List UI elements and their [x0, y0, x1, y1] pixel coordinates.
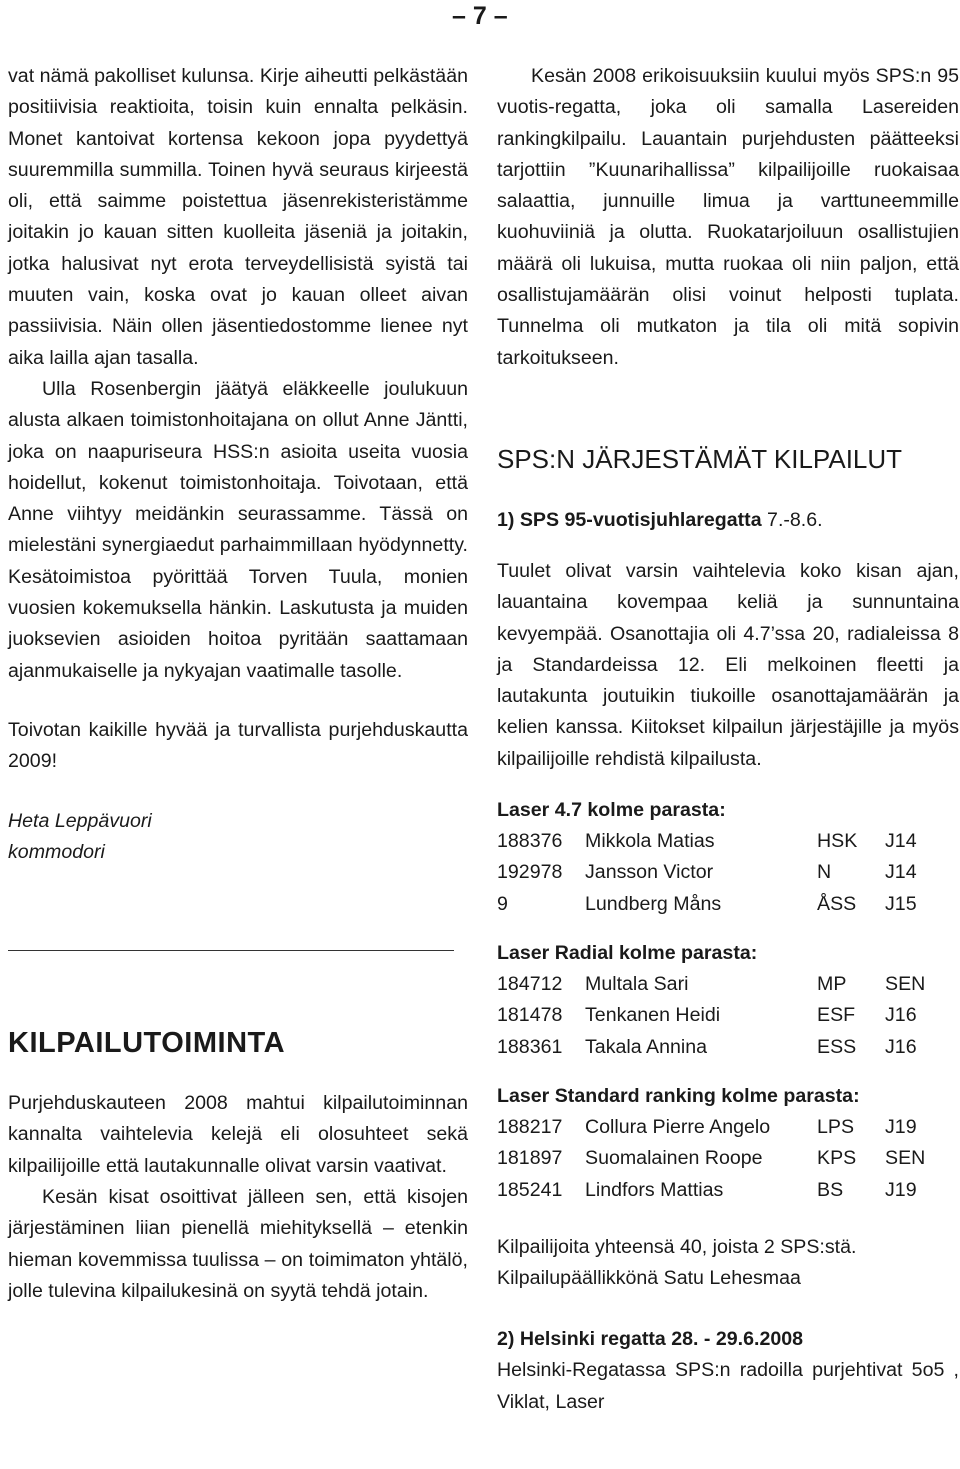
class: J16 [885, 1035, 917, 1058]
club: MP [817, 973, 847, 996]
club: ESS [817, 1035, 857, 1058]
results-block [497, 938, 959, 1063]
sail-number: 192978 [497, 861, 563, 884]
class: SEN [885, 973, 926, 996]
signature-name: Heta Leppävuori [8, 809, 152, 832]
sailor-name: Multala Sari [585, 973, 689, 996]
table-row [497, 1000, 925, 1031]
class: J15 [885, 892, 917, 915]
class: J19 [885, 1178, 917, 1201]
results-title: Laser 4.7 kolme parasta: [497, 799, 726, 822]
section-heading: SPS:N JÄRJESTÄMÄT KILPAILUT [497, 443, 903, 474]
table-row [497, 1143, 925, 1174]
class: J14 [885, 830, 917, 853]
club: ESF [817, 1004, 856, 1027]
summary-line: Kilpailijoita yhteensä 40, joista 2 SPS:stä. [497, 1235, 857, 1258]
paragraph: Ulla Rosenbergin jäätyä eläkkeelle joulukuun alusta alkaen toimistonhoitajana on ollut Anne Jäntti, joka on naapuriseura HSS:n asioita useita vuosia hoidellut, kokenut toimistonhoitaja. Toivotaan, että Anne viihtyy meidänkin seurassamme. Tässä on mielestäni synergiaedut parhaimmillaan hyödynnetty. Kesätoimistoa pyörittää Torven Tuula, monien vuosien kokemuksella hänkin. Laskutusta ja muiden juoksevien asioiden hoitoa pyritään saattamaan ajanmukaiselle ja nykyajan vaatimalle tasolle. [8, 377, 468, 682]
club: ÅSS [817, 892, 857, 915]
closing-wish: Toivotan kaikille hyvää ja turvallista purjehduskautta 2009! [8, 718, 468, 773]
class: J16 [885, 1004, 917, 1027]
summary-line: Kilpailupäällikkönä Satu Lehesmaa [497, 1267, 801, 1290]
table-row [497, 857, 917, 888]
sail-number: 9 [497, 892, 508, 915]
results-title: Laser Radial kolme parasta: [497, 941, 758, 964]
sailor-name: Tenkanen Heidi [585, 1004, 721, 1027]
results-table [497, 826, 917, 920]
event-title: 2) Helsinki regatta 28. - 29.6.2008 [497, 1328, 804, 1351]
section-divider [8, 950, 454, 951]
sail-number: 185241 [497, 1178, 563, 1201]
club: KPS [817, 1147, 857, 1170]
sailor-name: Jansson Victor [585, 861, 714, 884]
event-description: Helsinki-Regatassa SPS:n radoilla purjehtivat 5o5 , Viklat, Laser [497, 1359, 959, 1413]
paragraph: Kesän kisat osoittivat jälleen sen, että kisojen järjestäminen liian pienellä miehityksellä – etenkin hieman kovemmissa tuulissa – on toimimaton yhtälö, jolle tulevina kilpailukesinä on syytä tehdä jotain. [8, 1186, 468, 1302]
event-date: 7.-8.6. [767, 508, 823, 531]
table-row [497, 1032, 925, 1063]
club: LPS [817, 1115, 855, 1138]
class: SEN [885, 1147, 926, 1170]
results-title: Laser Standard ranking kolme parasta: [497, 1084, 860, 1107]
event-title [497, 505, 959, 536]
sailor-name: Lundberg Måns [585, 892, 722, 915]
results-block [497, 795, 959, 920]
sailor-name: Lindfors Mattias [585, 1178, 724, 1201]
class: J14 [885, 861, 917, 884]
signature-title: kommodori [8, 840, 105, 863]
table-row [497, 826, 917, 857]
page-number: – 7 – [452, 2, 508, 30]
sail-number: 181897 [497, 1147, 563, 1170]
event-name: 1) SPS 95-vuotisjuhlaregatta [497, 508, 762, 531]
results-block [497, 1081, 959, 1206]
sail-number: 188376 [497, 830, 563, 853]
sail-number: 188217 [497, 1115, 563, 1138]
sail-number: 188361 [497, 1035, 563, 1058]
sail-number: 181478 [497, 1004, 563, 1027]
paragraph: Kesän 2008 erikoisuuksiin kuului myös SPS:n 95 vuotis-regatta, joka oli samalla Lasereiden rankingkilpailu. Lauantain purjehdusten päätteeksi tarjottiin ”Kuunarihallissa” kilpailijoille ruokaisaa salaattia, junnuille limua ja varttuneemmille kuohuviiniä ja olutta. Ruokatarjoiluun osallistujien määrä oli lukuisa, mutta ruokaa oli niin paljon, että osallistujamäärän olisi voinut helposti tuplata. Tunnelma oli mutkaton ja tila oli mitä sopivin tarkoitukseen. [497, 65, 959, 369]
table-row [497, 1112, 925, 1143]
sailor-name: Takala Annina [585, 1035, 708, 1058]
right-column [497, 61, 959, 1418]
club: BS [817, 1178, 844, 1201]
table-row [497, 1174, 925, 1205]
club: N [817, 861, 832, 884]
table-row [497, 969, 925, 1000]
left-column [8, 61, 468, 1307]
class: J19 [885, 1115, 917, 1138]
sailor-name: Collura Pierre Angelo [585, 1115, 771, 1138]
sailor-name: Mikkola Matias [585, 830, 715, 853]
sailor-name: Suomalainen Roope [585, 1147, 763, 1170]
paragraph: Purjehduskauteen 2008 mahtui kilpailutoiminnan kannalta vaihtelevia kelejä eli olosuhteet sekä kilpailijoille että lautakunnalle olivat varsin vaativat. [8, 1092, 468, 1177]
results-table [497, 1112, 925, 1206]
paragraph: vat nämä pakolliset kulunsa. Kirje aiheutti pelkästään positiivisia reaktioita, toisin kuin ennalta pelkäsin. Monet kantoivat kortensa kekoon jopa pyydettyä suuremmilla summilla. Toinen hyvä seuraus kirjeestä oli, että saimme poistettua jäsenrekisteristämme joitakin jo kauan sitten kuolleita jäseniä ja joitakin, jotka halusivat nyt erota terveydellisistä syistä tai muuten vain, koska ovat jo kauan olleet aivan passiivisia. Näin ollen jäsentiedostomme lienee nyt aika lailla ajan tasalla. [8, 65, 468, 369]
sail-number: 184712 [497, 973, 563, 996]
results-table [497, 969, 925, 1063]
event-description: Tuulet olivat varsin vaihtelevia koko kisan ajan, lauantaina kovempaa keliä ja sunnuntaina kevyempää. Osanottajia oli 4.7’ssa 20, radialeissa 8 ja Standardeissa 12. Eli melkoinen fleetti ja lautakunta joutuikin tiukoille osanottajamäärän ja kelien kanssa. Kiitokset kilpailun järjestäjille ja myös kilpailijoille rehdistä kilpailusta. [497, 559, 959, 770]
table-row [497, 889, 917, 920]
section-heading: KILPAILUTOIMINTA [8, 1027, 286, 1060]
club: HSK [817, 830, 858, 853]
